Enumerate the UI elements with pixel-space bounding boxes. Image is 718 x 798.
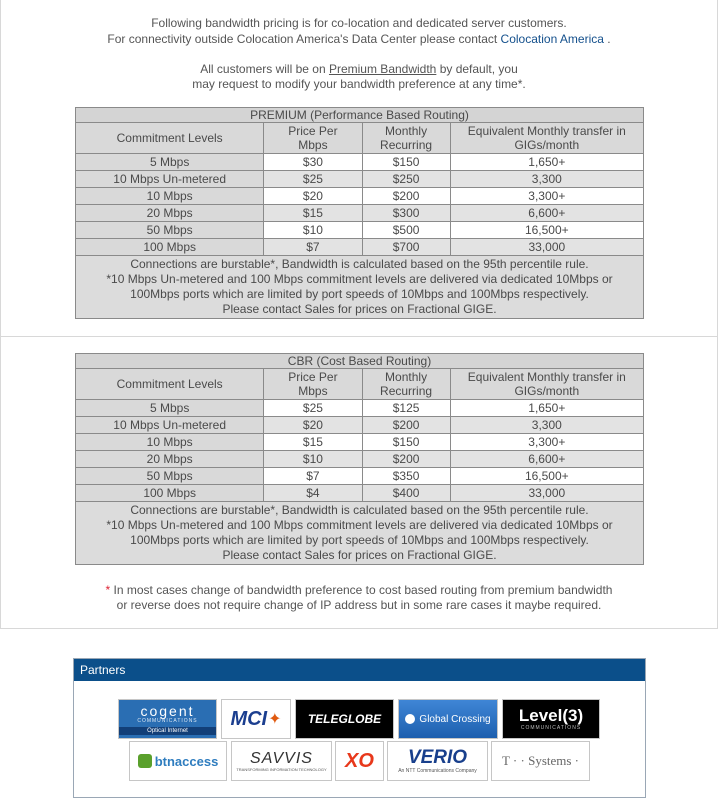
intro-line-2 xyxy=(0,31,718,47)
column-header: Commitment Levels xyxy=(76,123,264,154)
table-cell: $125 xyxy=(362,400,450,417)
verio-logo[interactable] xyxy=(387,741,488,781)
note-line: *10 Mbps Un-metered and 100 Mbps commitment levels are delivered via dedicated 10Mbps or xyxy=(106,272,613,286)
table-cell: $150 xyxy=(362,434,450,451)
column-header: Price Per Mbps xyxy=(264,123,362,154)
table-cell: 3,300 xyxy=(450,417,643,434)
level3-logo-text: Level(3) xyxy=(518,706,584,725)
table-cell: $30 xyxy=(264,154,362,171)
table-cell: 5 Mbps xyxy=(76,400,264,417)
table-cell: $350 xyxy=(362,468,450,485)
asterisk: * xyxy=(105,583,111,597)
savvis-logo-sub: TRANSFORMING INFORMATION TECHNOLOGY xyxy=(236,767,327,772)
mci-logo[interactable] xyxy=(221,699,291,739)
table-cell: $10 xyxy=(264,451,362,468)
teleglobe-logo-text: TELEGLOBE xyxy=(307,712,382,726)
verio-logo-text: VERIO xyxy=(407,747,468,768)
table-row xyxy=(76,434,644,451)
note-line: 100Mbps ports which are limited by port speeds of 10Mbps and 100Mbps respectively. xyxy=(130,533,589,547)
intro-line-3 xyxy=(0,61,718,77)
table-row xyxy=(76,239,644,256)
table-cell: $200 xyxy=(362,188,450,205)
table-cell: 50 Mbps xyxy=(76,222,264,239)
intro-text-4: may request to modify your bandwidth preference at any time*. xyxy=(192,77,526,91)
table-cell: 3,300 xyxy=(450,171,643,188)
table-cell: 16,500+ xyxy=(450,222,643,239)
table-cell: $700 xyxy=(362,239,450,256)
teleglobe-logo[interactable] xyxy=(295,699,394,739)
table-cell: $15 xyxy=(264,205,362,222)
table-cell: 33,000 xyxy=(450,239,643,256)
column-header: Commitment Levels xyxy=(76,369,264,400)
table-cell: 10 Mbps xyxy=(76,188,264,205)
cogent-logo[interactable] xyxy=(118,699,217,739)
footnote-text-1: In most cases change of bandwidth preference to cost based routing from premium bandwidth xyxy=(110,583,613,597)
partners-box xyxy=(73,658,646,798)
premium-bandwidth-link[interactable]: Premium Bandwidth xyxy=(328,62,437,76)
btnaccess-mark-icon xyxy=(138,754,152,768)
xo-logo[interactable] xyxy=(335,741,384,781)
note-line: Please contact Sales for prices on Fractional GIGE. xyxy=(222,548,497,562)
intro-text-3: All customers will be on xyxy=(200,62,329,76)
note-line: Connections are burstable*, Bandwidth is calculated based on the 95th percentile rule. xyxy=(130,257,589,271)
btnaccess-logo[interactable] xyxy=(129,741,227,781)
footnote-line-1 xyxy=(0,582,718,598)
cogent-logo-text: cogent xyxy=(140,702,195,719)
column-header: Price Per Mbps xyxy=(264,369,362,400)
colocation-america-link[interactable]: Colocation America xyxy=(500,32,604,46)
note-line: *10 Mbps Un-metered and 100 Mbps commitment levels are delivered via dedicated 10Mbps or xyxy=(106,518,613,532)
t-systems-logo[interactable] xyxy=(491,741,590,781)
table-cell: $500 xyxy=(362,222,450,239)
table-cell: $25 xyxy=(264,171,362,188)
note-line: Please contact Sales for prices on Fractional GIGE. xyxy=(222,302,497,316)
global-crossing-logo-text: Global Crossing xyxy=(419,713,491,725)
partners-header: Partners xyxy=(74,659,645,681)
table-cell: 100 Mbps xyxy=(76,485,264,502)
table-cell: 16,500+ xyxy=(450,468,643,485)
table-cell: $300 xyxy=(362,205,450,222)
table-row xyxy=(76,400,644,417)
table-cell: $7 xyxy=(264,239,362,256)
table-cell: 1,650+ xyxy=(450,154,643,171)
premium-pricing-table xyxy=(75,107,644,319)
global-crossing-logo[interactable] xyxy=(398,699,498,739)
note-line: Connections are burstable*, Bandwidth is calculated based on the 95th percentile rule. xyxy=(130,503,589,517)
column-header: Monthly Recurring xyxy=(362,123,450,154)
table-cell: 10 Mbps Un-metered xyxy=(76,171,264,188)
table-row xyxy=(76,222,644,239)
level3-logo[interactable] xyxy=(502,699,600,739)
table-cell: 100 Mbps xyxy=(76,239,264,256)
column-header: Monthly Recurring xyxy=(362,369,450,400)
intro-text-1: Following bandwidth pricing is for co-location and dedicated server customers. xyxy=(151,16,567,30)
table-cell: $7 xyxy=(264,468,362,485)
table-row xyxy=(76,154,644,171)
cogent-logo-sub: COMMUNICATIONS xyxy=(137,717,198,724)
table-cell: 33,000 xyxy=(450,485,643,502)
table-note xyxy=(76,256,644,319)
table-row xyxy=(76,171,644,188)
table-cell: 20 Mbps xyxy=(76,451,264,468)
table-title: CBR (Cost Based Routing) xyxy=(76,354,644,369)
globe-icon xyxy=(405,714,415,724)
intro-line-4 xyxy=(0,76,718,92)
intro-text-3-end: by default, you xyxy=(436,62,518,76)
level3-logo-sub: COMMUNICATIONS xyxy=(520,725,582,731)
table-cell: $20 xyxy=(264,188,362,205)
column-header: Equivalent Monthly transfer in GIGs/month xyxy=(450,123,643,154)
table-cell: $10 xyxy=(264,222,362,239)
table-cell: 6,600+ xyxy=(450,205,643,222)
table-cell: $400 xyxy=(362,485,450,502)
table-row xyxy=(76,188,644,205)
savvis-logo-text: SAVVIS xyxy=(250,750,313,767)
footnote-text-2: or reverse does not require change of IP address but in some rare cases it maybe required. xyxy=(116,598,602,612)
table-cell: 3,300+ xyxy=(450,434,643,451)
table-cell: $25 xyxy=(264,400,362,417)
btnaccess-logo-text: btnaccess xyxy=(154,753,219,769)
table-row xyxy=(76,417,644,434)
intro-line-1 xyxy=(0,15,718,31)
note-line: 100Mbps ports which are limited by port speeds of 10Mbps and 100Mbps respectively. xyxy=(130,287,589,301)
table-cell: $200 xyxy=(362,417,450,434)
cbr-pricing-table xyxy=(75,353,644,565)
table-cell: $250 xyxy=(362,171,450,188)
table-cell: 1,650+ xyxy=(450,400,643,417)
table-row xyxy=(76,451,644,468)
intro-text-2: For connectivity outside Colocation America's Data Center please contact xyxy=(107,32,501,46)
table-cell: $200 xyxy=(362,451,450,468)
table-row xyxy=(76,205,644,222)
savvis-logo[interactable] xyxy=(231,741,332,781)
column-header: Equivalent Monthly transfer in GIGs/month xyxy=(450,369,643,400)
xo-logo-text: XO xyxy=(345,749,374,772)
table-cell: 10 Mbps xyxy=(76,434,264,451)
table-row xyxy=(76,485,644,502)
table-row xyxy=(76,468,644,485)
table-cell: $15 xyxy=(264,434,362,451)
footnote-line-2 xyxy=(0,597,718,613)
mci-logo-text: MCI xyxy=(230,707,268,730)
mci-star-icon: ✦ xyxy=(268,711,282,728)
table-note xyxy=(76,502,644,565)
table-title: PREMIUM (Performance Based Routing) xyxy=(76,108,644,123)
table-cell: $150 xyxy=(362,154,450,171)
table-cell: 6,600+ xyxy=(450,451,643,468)
table-cell: 5 Mbps xyxy=(76,154,264,171)
verio-logo-sub: An NTT Communications Company xyxy=(398,768,477,774)
intro-text-2-end: . xyxy=(603,32,611,46)
table-cell: 20 Mbps xyxy=(76,205,264,222)
table-cell: 3,300+ xyxy=(450,188,643,205)
table-cell: $20 xyxy=(264,417,362,434)
table-cell: $4 xyxy=(264,485,362,502)
t-systems-logo-text: T · · Systems · xyxy=(501,753,580,768)
table-cell: 50 Mbps xyxy=(76,468,264,485)
table-cell: 10 Mbps Un-metered xyxy=(76,417,264,434)
cogent-logo-tag: Optical Internet xyxy=(118,727,217,735)
